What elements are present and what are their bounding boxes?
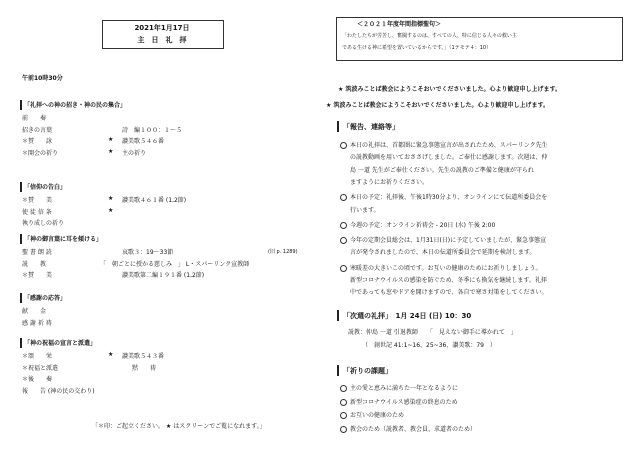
welcome-line-1: ★ 筑波みことば教会にようこそおいでくださいました。心より歓迎申し上げます。	[338, 86, 561, 93]
order-item-label: ＊後 奏	[22, 376, 53, 383]
report-line: 本日の予定：礼拝後、午後1時30分より、オンラインにて伝道所委員会を	[350, 194, 548, 202]
screen-star-icon: ★	[108, 195, 114, 202]
report-line: 新型コロナウイルスの感染を防ぐため、冬季にも換気を継続します。礼拝	[350, 277, 547, 284]
section-heading-bar	[20, 100, 22, 110]
order-item-detail: 讃美歌第二編１９１番 (1,2節)	[122, 272, 205, 279]
order-item-label: ＊開会の祈り	[22, 149, 59, 157]
screen-star-icon: ★	[108, 147, 114, 155]
bullet-circle-icon	[340, 194, 347, 201]
order-item-detail: 黙 祷	[132, 364, 157, 372]
bullet-circle-icon	[340, 265, 347, 272]
prayer-item: 教会のため（説教者、教会員、求道者のため）	[350, 425, 477, 433]
scripture-page-note: (旧 p. 1289)	[268, 249, 298, 255]
order-item-label: 聖 書 朗 読	[22, 249, 52, 256]
bullet-circle-icon	[340, 385, 347, 392]
bullet-circle-icon	[340, 399, 347, 406]
reports-heading-bar	[337, 121, 339, 132]
section-heading-bar	[20, 182, 22, 192]
order-item-label: 献 金	[22, 308, 47, 315]
service-title: 主 日 礼 拝	[137, 36, 187, 44]
order-item-label: 招きの言葉	[22, 126, 53, 134]
report-line: 中であっても窓やドアを開けますので、各自で寒さ対策をしてください。	[350, 289, 548, 297]
prayer-item: お互いの健康のため	[350, 412, 405, 419]
order-item-label: ＊賛 美	[22, 197, 53, 204]
prayer-item: 新型コロナウイルス感染症の終息のため	[350, 398, 458, 406]
order-item-label: 執り成しの祈り	[22, 220, 65, 227]
section-heading: 「神の祝福の宣言と派遣」	[24, 340, 97, 347]
bullet-circle-icon	[340, 237, 347, 244]
next-scripture-line: （ 創世記 41:1~16、25~36、讃美歌：79 ）	[362, 342, 496, 349]
reports-heading: 「報告、連絡等」	[343, 123, 399, 131]
screen-star-icon: ★	[108, 351, 114, 358]
screen-star-icon: ★	[108, 206, 114, 214]
next-sermon-line: 説教：仲島 一道 引退教師 「 見えない御手に導かれて 」	[348, 329, 517, 336]
report-line: 言が発令されましたので、本日の伝道所委員会で延期を検討します。	[350, 249, 536, 257]
order-item-label: 報 告 (神の民の交わり)	[22, 387, 95, 395]
order-item-label: ＊祝福と派遣	[22, 364, 59, 372]
section-heading: 「礼拝への神の招き・神の民の集合」	[24, 102, 127, 109]
section-heading-bar	[20, 338, 22, 348]
prayer-heading: 「祈りの課題」	[343, 367, 392, 375]
order-item-label: 使 徒 信 条	[22, 208, 52, 216]
report-line: 行います。	[350, 206, 380, 214]
service-time: 午前10時30分	[22, 75, 63, 82]
report-line: 今年の定期会員総会は、1月31日(日)に予定していましたが、緊急事態宣	[350, 237, 547, 245]
report-line: ますようにお祈りください。	[350, 178, 429, 186]
order-item-label: ＊頌 栄	[22, 353, 53, 360]
report-line: 今週の予定：オンライン祈祷会 - 20日 (水) 午後 2:00	[350, 221, 496, 229]
report-line: 島 一道 先生がご奉仕ください。先生の説教のご準備と健康が守られ	[350, 166, 534, 174]
order-item-label: 前 奏	[22, 115, 47, 122]
section-heading: 「神の御言葉に耳を傾ける」	[24, 236, 103, 243]
order-item-detail: 讃美歌５４３番	[122, 353, 165, 360]
bullet-circle-icon	[340, 222, 347, 229]
order-item-detail: 讃美歌４６１番 (1,2節)	[122, 197, 187, 204]
order-item-label: ＊賛 美	[22, 272, 53, 279]
order-item-detail: 詩 編１００：１～５	[122, 126, 183, 134]
order-item-label: 感 謝 祈 祷	[22, 319, 52, 327]
order-item-detail: 主の祈り	[122, 149, 147, 157]
footer-note: 「＊印：ご起立ください。 ★ はスクリーンでご覧になれます。」	[92, 423, 266, 430]
motto-title: ＜２０２１年度年間指標聖句＞	[357, 21, 442, 28]
report-line: 寒暖差の大きいこの頃です。お互いの健康のためにお祈りしましょう。	[350, 264, 542, 272]
prayer-heading-bar	[337, 365, 339, 376]
report-line: の説教動画を用いておささげしました。ご奉仕に感謝します。次週は、仲	[350, 154, 548, 162]
screen-star-icon: ★	[108, 136, 114, 143]
bullet-circle-icon	[340, 426, 347, 433]
next-heading-bar	[337, 310, 339, 321]
bullet-circle-icon	[340, 412, 347, 419]
order-item-detail: 讃美歌５４６番	[122, 138, 165, 145]
bullet-circle-icon	[340, 142, 347, 149]
prayer-item: 主の愛と恵みに満ちた一年となるように	[350, 385, 459, 392]
order-item-label: 説 教	[22, 260, 47, 268]
order-item-detail: 哀歌３：19～33節	[122, 249, 174, 256]
section-heading: 「感謝の応答」	[24, 295, 67, 302]
next-service-heading: 「次週の礼拝」 1月 24日 (日) 10：30	[343, 312, 472, 320]
service-date: 2021年1月17日	[134, 24, 190, 32]
order-item-detail: 「 朝ごとに授かる慈しみ 」 L・スパーリンク宣教師	[100, 260, 250, 268]
motto-line-2: である生ける神に希望を置いているからです。」（1テモテ４：10）	[342, 45, 492, 51]
motto-line-1: 「わたしたちが労苦し、奮闘するのは、すべての人、特に信じる人々の救い主	[342, 33, 517, 39]
section-heading: 「信仰の告白」	[24, 184, 67, 191]
welcome-line-2: ★ 筑波みことば教会にようこそおいでくださいました。心より歓迎申し上げます。	[326, 102, 549, 109]
section-heading-bar	[20, 234, 22, 244]
report-line: 本日の礼拝は、首都圏に緊急事態宣言が出されたため、スパーリンク先生	[350, 142, 548, 149]
section-heading-bar	[20, 293, 22, 303]
order-item-label: ＊賛 詠	[22, 138, 53, 145]
